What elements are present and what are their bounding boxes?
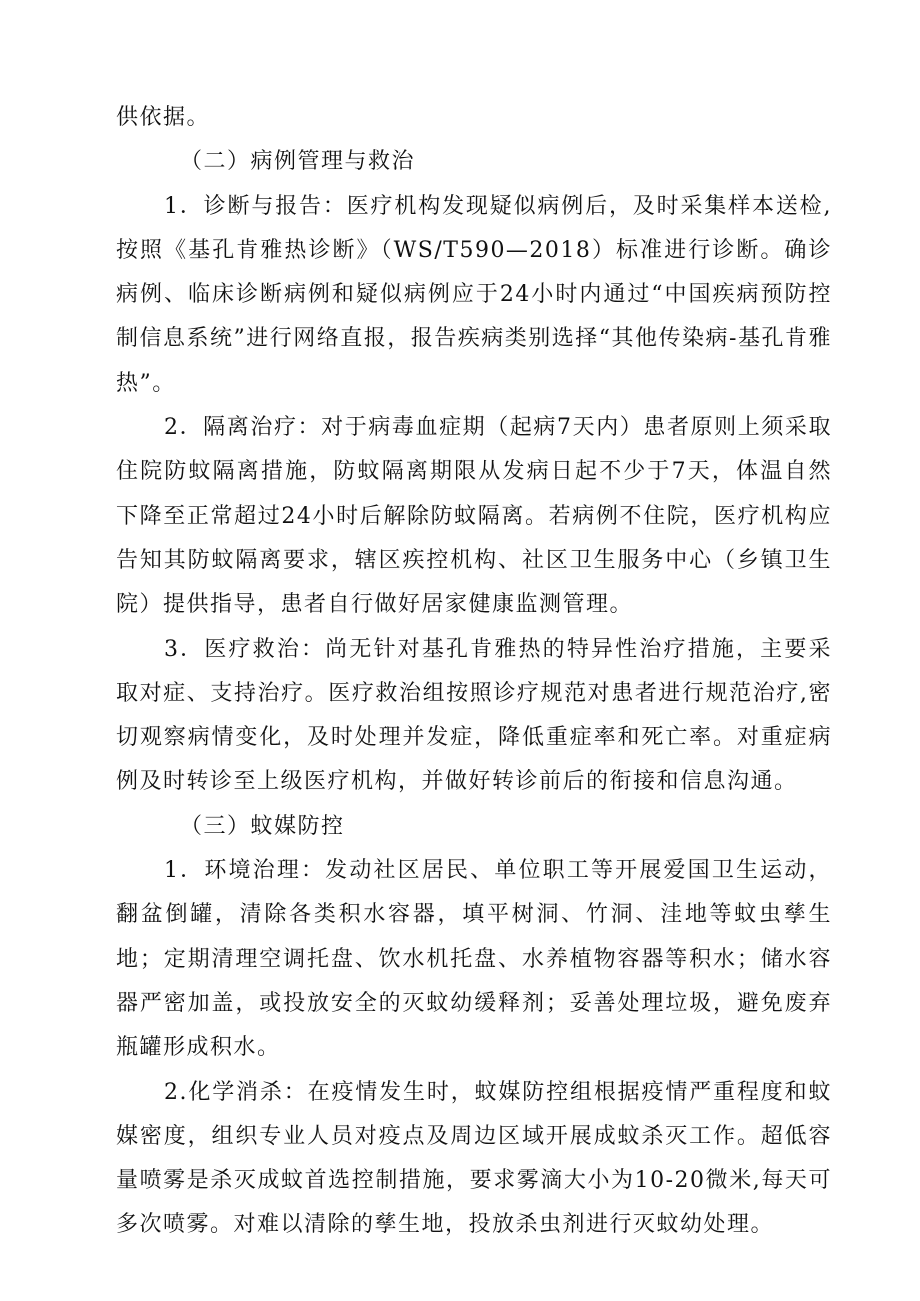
- paragraph-medical-treatment: 3．医疗救治：尚无针对基孔肯雅热的特异性治疗措施，主要采取对症、支持治疗。医疗救治组按照诊疗规范对患者进行规范治疗,密切观察病情变化，及时处理并发症，降低重症率和死亡率。对重症病例及时转诊至上级医疗机构，并做好转诊前后的衔接和信息沟通。: [116, 636, 832, 795]
- section-heading-case-management: （二）病例管理与救治: [180, 149, 416, 175]
- paragraph-environment-management: 1．环境治理：发动社区居民、单位职工等开展爱国卫生运动，翻盆倒罐，清除各类积水容器，填平树洞、竹洞、洼地等蚊虫孳生地；定期清理空调托盘、饮水机托盘、水养植物容器等积水；储水容器严密加盖，或投放安全的灭蚊幼缓释剂；妥善处理垃圾，避免废弃瓶罐形成积水。: [116, 858, 832, 1061]
- paragraph-chemical-disinfection: 2.化学消杀：在疫情发生时，蚊媒防控组根据疫情严重程度和蚊媒密度，组织专业人员对疫点及周边区域开展成蚊杀灭工作。超低容量喷雾是杀灭成蚊首选控制措施，要求雾滴大小为10-20微米,每天可多次喷雾。对难以清除的孳生地，投放杀虫剂进行灭蚊幼处理。: [116, 1079, 832, 1238]
- paragraph-diagnosis-report: 1．诊断与报告：医疗机构发现疑似病例后，及时采集样本送检,按照《基孔肯雅热诊断》（WS/T590—2018）标准进行诊断。确诊病例、临床诊断病例和疑似病例应于24小时内通过“中国疾病预防控制信息系统”进行网络直报，报告疾病类别选择“其他传染病-基孔肯雅热”。: [116, 193, 832, 396]
- paragraph-isolation-treatment: 2．隔离治疗：对于病毒血症期（起病7天内）患者原则上须采取住院防蚊隔离措施，防蚊隔离期限从发病日起不少于7天，体温自然下降至正常超过24小时后解除防蚊隔离。若病例不住院，医疗机构应告知其防蚊隔离要求，辖区疾控机构、社区卫生服务中心（乡镇卫生院）提供指导，患者自行做好居家健康监测管理。: [116, 415, 832, 618]
- section-heading-vector-control: （三）蚊媒防控: [180, 813, 345, 839]
- document-body: [116, 96, 832, 1248]
- continuation-text: 供依据。: [116, 105, 211, 130]
